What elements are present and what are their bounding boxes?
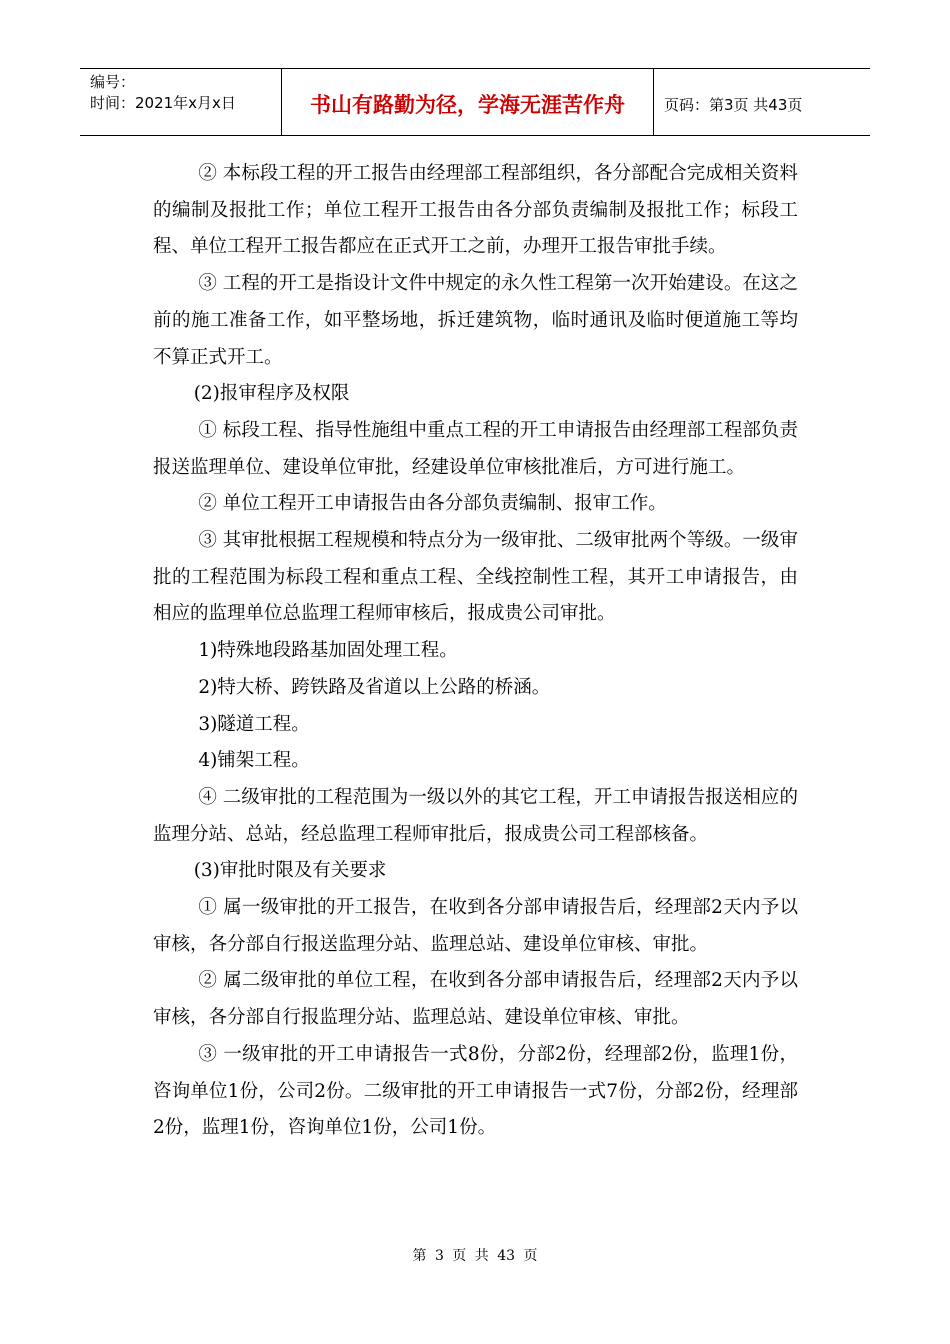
list-item: 4)铺架工程。 <box>198 750 310 772</box>
paragraph: ③ 一级审批的开工申请报告一式8份，分部2份，经理部2份，监理1份，咨询单位1份，公司2份。二级审批的开工申请报告一式7份，分部2份，经理部2份，监理1份，咨询单位1份，公司1份。 <box>153 1043 798 1139</box>
header-motto: 书山有路勤为径，学海无涯苦作舟 <box>282 69 654 135</box>
paragraph: ① 属一级审批的开工报告，在收到各分部申请报告后，经理部2天内予以审核，各分部自行报送监理分站、监理总站、建设单位审核、审批。 <box>153 897 798 955</box>
paragraph: ③ 工程的开工是指设计文件中规定的永久性工程第一次开始建设。在这之前的施工准备工作，如平整场地，拆迁建筑物，临时通讯及临时便道施工等均不算正式开工。 <box>153 273 798 368</box>
document-time-label: 时间：2021年x月x日 <box>90 94 236 112</box>
paragraph: ④ 二级审批的工程范围为一级以外的其它工程，开工申请报告报送相应的监理分站、总站，经总监理工程师审批后，报成贵公司工程部核备。 <box>153 786 798 845</box>
header-page-info: 页码：第3页 共43页 <box>664 95 803 114</box>
section-heading: (3)审批时限及有关要求 <box>193 860 387 882</box>
list-item: 2)特大桥、跨铁路及省道以上公路的桥涵。 <box>198 676 551 698</box>
paragraph: ① 标段工程、指导性施组中重点工程的开工申请报告由经理部工程部负责报送监理单位、建设单位审批，经建设单位审核批准后，方可进行施工。 <box>153 419 798 478</box>
list-item: 3)隧道工程。 <box>198 713 310 735</box>
section-heading: (2)报审程序及权限 <box>193 383 350 405</box>
paragraph: ③ 其审批根据工程规模和特点分为一级审批、二级审批两个等级。一级审批的工程范围为标段工程和重点工程、全线控制性工程，其开工申请报告，由相应的监理单位总监理工程师审核后，报成贵公司审批。 <box>153 530 798 625</box>
header-meta <box>80 69 282 135</box>
page-header <box>80 68 870 136</box>
page-footer: 第 3 页 共 43 页 <box>412 1248 538 1264</box>
paragraph: ② 本标段工程的开工报告由经理部工程部组织，各分部配合完成相关资料的编制及报批工作；单位工程开工报告由各分部负责编制及报批工作；标段工程、单位工程开工报告都应在正式开工之前，办理开工报告审批手续。 <box>153 163 798 258</box>
document-body <box>153 156 798 1147</box>
paragraph: ② 属二级审批的单位工程，在收到各分部申请报告后，经理部2天内予以审核，各分部自行报监理分站、监理总站、建设单位审核、审批。 <box>153 970 798 1029</box>
paragraph: ② 单位工程开工申请报告由各分部负责编制、报审工作。 <box>198 493 667 515</box>
list-item: 1)特殊地段路基加固处理工程。 <box>198 640 458 662</box>
document-number-label: 编号： <box>90 73 136 91</box>
